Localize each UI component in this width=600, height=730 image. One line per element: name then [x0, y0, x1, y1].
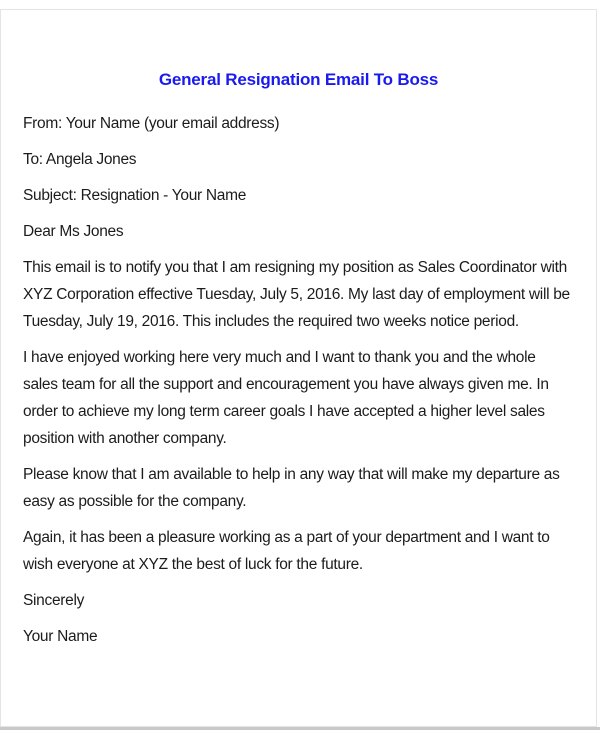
body-paragraph-1: This email is to notify you that I am resigning my position as Sales Coordinator with XYZ Corporation effective Tuesday, July 5, 2016. My last day of employment will be Tuesday, July 19, 2016. This includes the required two weeks notice period. [23, 259, 570, 330]
email-subject-line: Subject: Resignation - Your Name [23, 187, 247, 204]
email-to-line: To: Angela Jones [23, 151, 137, 168]
salutation: Dear Ms Jones [23, 223, 124, 240]
signature: Your Name [23, 628, 98, 645]
body-paragraph-4: Again, it has been a pleasure working as a part of your department and I want to wish everyone at XYZ the best of luck for the future. [23, 529, 550, 573]
closing: Sincerely [23, 592, 85, 609]
page-title: General Resignation Email To Boss [158, 70, 439, 89]
body-paragraph-2: I have enjoyed working here very much and I want to thank you and the whole sales team for all the support and encouragement you have always given me. In order to achieve my long term career goals I have accepted a higher level sales position with another company. [23, 349, 549, 447]
body-paragraph-3: Please know that I am available to help in any way that will make my departure as easy as possible for the company. [23, 466, 560, 510]
email-from-line: From: Your Name (your email address) [23, 115, 280, 132]
letter-card [0, 9, 597, 727]
